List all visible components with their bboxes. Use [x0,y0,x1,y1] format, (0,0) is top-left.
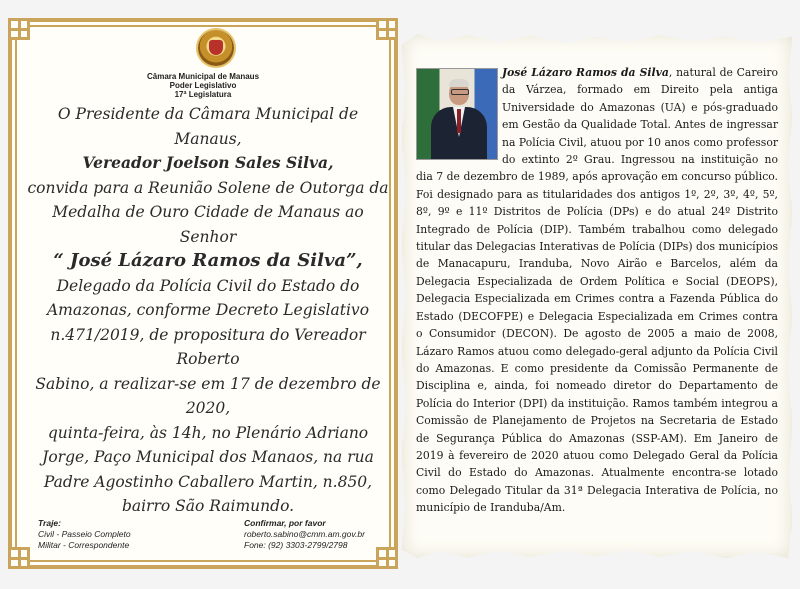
frame-corner-ornament [376,547,398,569]
attire-civil: Civil - Passeio Completo [38,529,131,539]
invitation-line: Sabino, a realizar-se em 17 de dezembro de 2020, [35,374,381,417]
frame-corner-ornament [8,547,30,569]
org-name: Câmara Municipal de Manaus [146,72,260,81]
invitation-line: Delegado da Polícia Civil do Estado do [56,276,360,295]
attire-block [38,518,131,551]
invitation-line: n.471/2019, de propositura do Vereador Roberto [50,325,366,368]
biography-body: , natural de Careiro da Várzea, formado em Direito pela antiga Universidade do Amazonas (UA) e pós-graduado em Gestão da Qualidade Total. Antes de ingressar na Polícia Civil, atuou por 10 anos como professor do extinto 2º Grau. Ingressou na instituição no dia 7 de dezembro de 1989, após aprovação em concurso público. Foi designado para as titularidades dos antigos 1º, 2º, 3º, 4º, 5º, 8º, 9º e 11º Distritos de Polícia (DPs) e do atual 24º Distrito Integrado de Polícia (DIP). Também trabalhou como delegado titular das Delegacias Interativas de Polícia (DIPs) dos municípios de Manacapuru, Iranduba, Novo Airão e Barcelos, além da Delegacia Especializada de Ordem Política e Social (DEOPS), Delegacia Especializada em Crimes contra a Fazenda Pública do Estado (DECOFPE) e Delegacia Especializada em Crimes contra o Consumidor (DECON). De agosto de 2005 a maio de 2008, Lázaro Ramos atuou como delegado-geral adjunto da Polícia Civil do Amazonas. E como presidente da Comissão Permanente de Disciplina e, ainda, foi nomeado diretor do Departamento de Polícia do Interior (DPI) da instituição. Ramos também integrou a Comissão de Planejamento de Projetos na Secretaria de Estado de Segurança Pública do Amazonas (SSP-AM). Em Janeiro de 2019 à fevereiro de 2020 atuou como Delegado Geral da Polícia Civil do Estado do Amazonas. Atualmente encontra-se lotado como Delegado Titular da 31ª Delegacia Interativa de Polícia, no município de Iranduba/Am. [416,66,778,515]
rsvp-email: roberto.sabino@cmm.am.gov.br [244,529,365,539]
org-branch: Poder Legislativo [169,81,237,90]
org-legislature: 17ª Legislatura [174,90,232,99]
biography-text [416,64,778,517]
frame-corner-ornament [8,18,30,40]
invitation-line: Jorge, Paço Municipal dos Manaos, na rua [42,448,374,466]
invitation-line: Padre Agostinho Caballero Martin, n.850, [43,472,373,491]
honoree-name: “ José Lázaro Ramos da Silva”, [53,250,363,271]
coat-of-arms-seal-icon [198,30,234,66]
invitation-line: Amazonas, conforme Decreto Legislativo [46,301,370,319]
invitation-card [8,18,398,569]
attire-military: Militar - Correspondente [38,540,130,550]
biography-name: José Lázaro Ramos da Silva [502,66,669,79]
invitation-line: quinta-feira, às 14h, no Plenário Adriano [47,423,369,442]
invitation-line: convida para a Reunião Solene de Outorga da [27,178,389,197]
invitation-line: Vereador Joelson Sales Silva, [82,153,334,172]
frame-corner-ornament [376,18,398,40]
invitation-line: O Presidente da Câmara Municipal de Manaus, [57,105,359,148]
photo-spacer [416,64,502,158]
invitation-line: Medalha de Ouro Cidade de Manaus ao [52,203,364,221]
rsvp-phone: Fone: (92) 3303-2799/2798 [244,540,348,550]
rsvp-block [244,518,365,551]
invitation-line: Senhor [179,227,237,246]
attire-title: Traje: [38,518,61,528]
rsvp-title: Confirmar, por favor [244,518,326,528]
invitation-line: bairro São Raimundo. [121,497,295,515]
invitation-text [26,102,390,519]
